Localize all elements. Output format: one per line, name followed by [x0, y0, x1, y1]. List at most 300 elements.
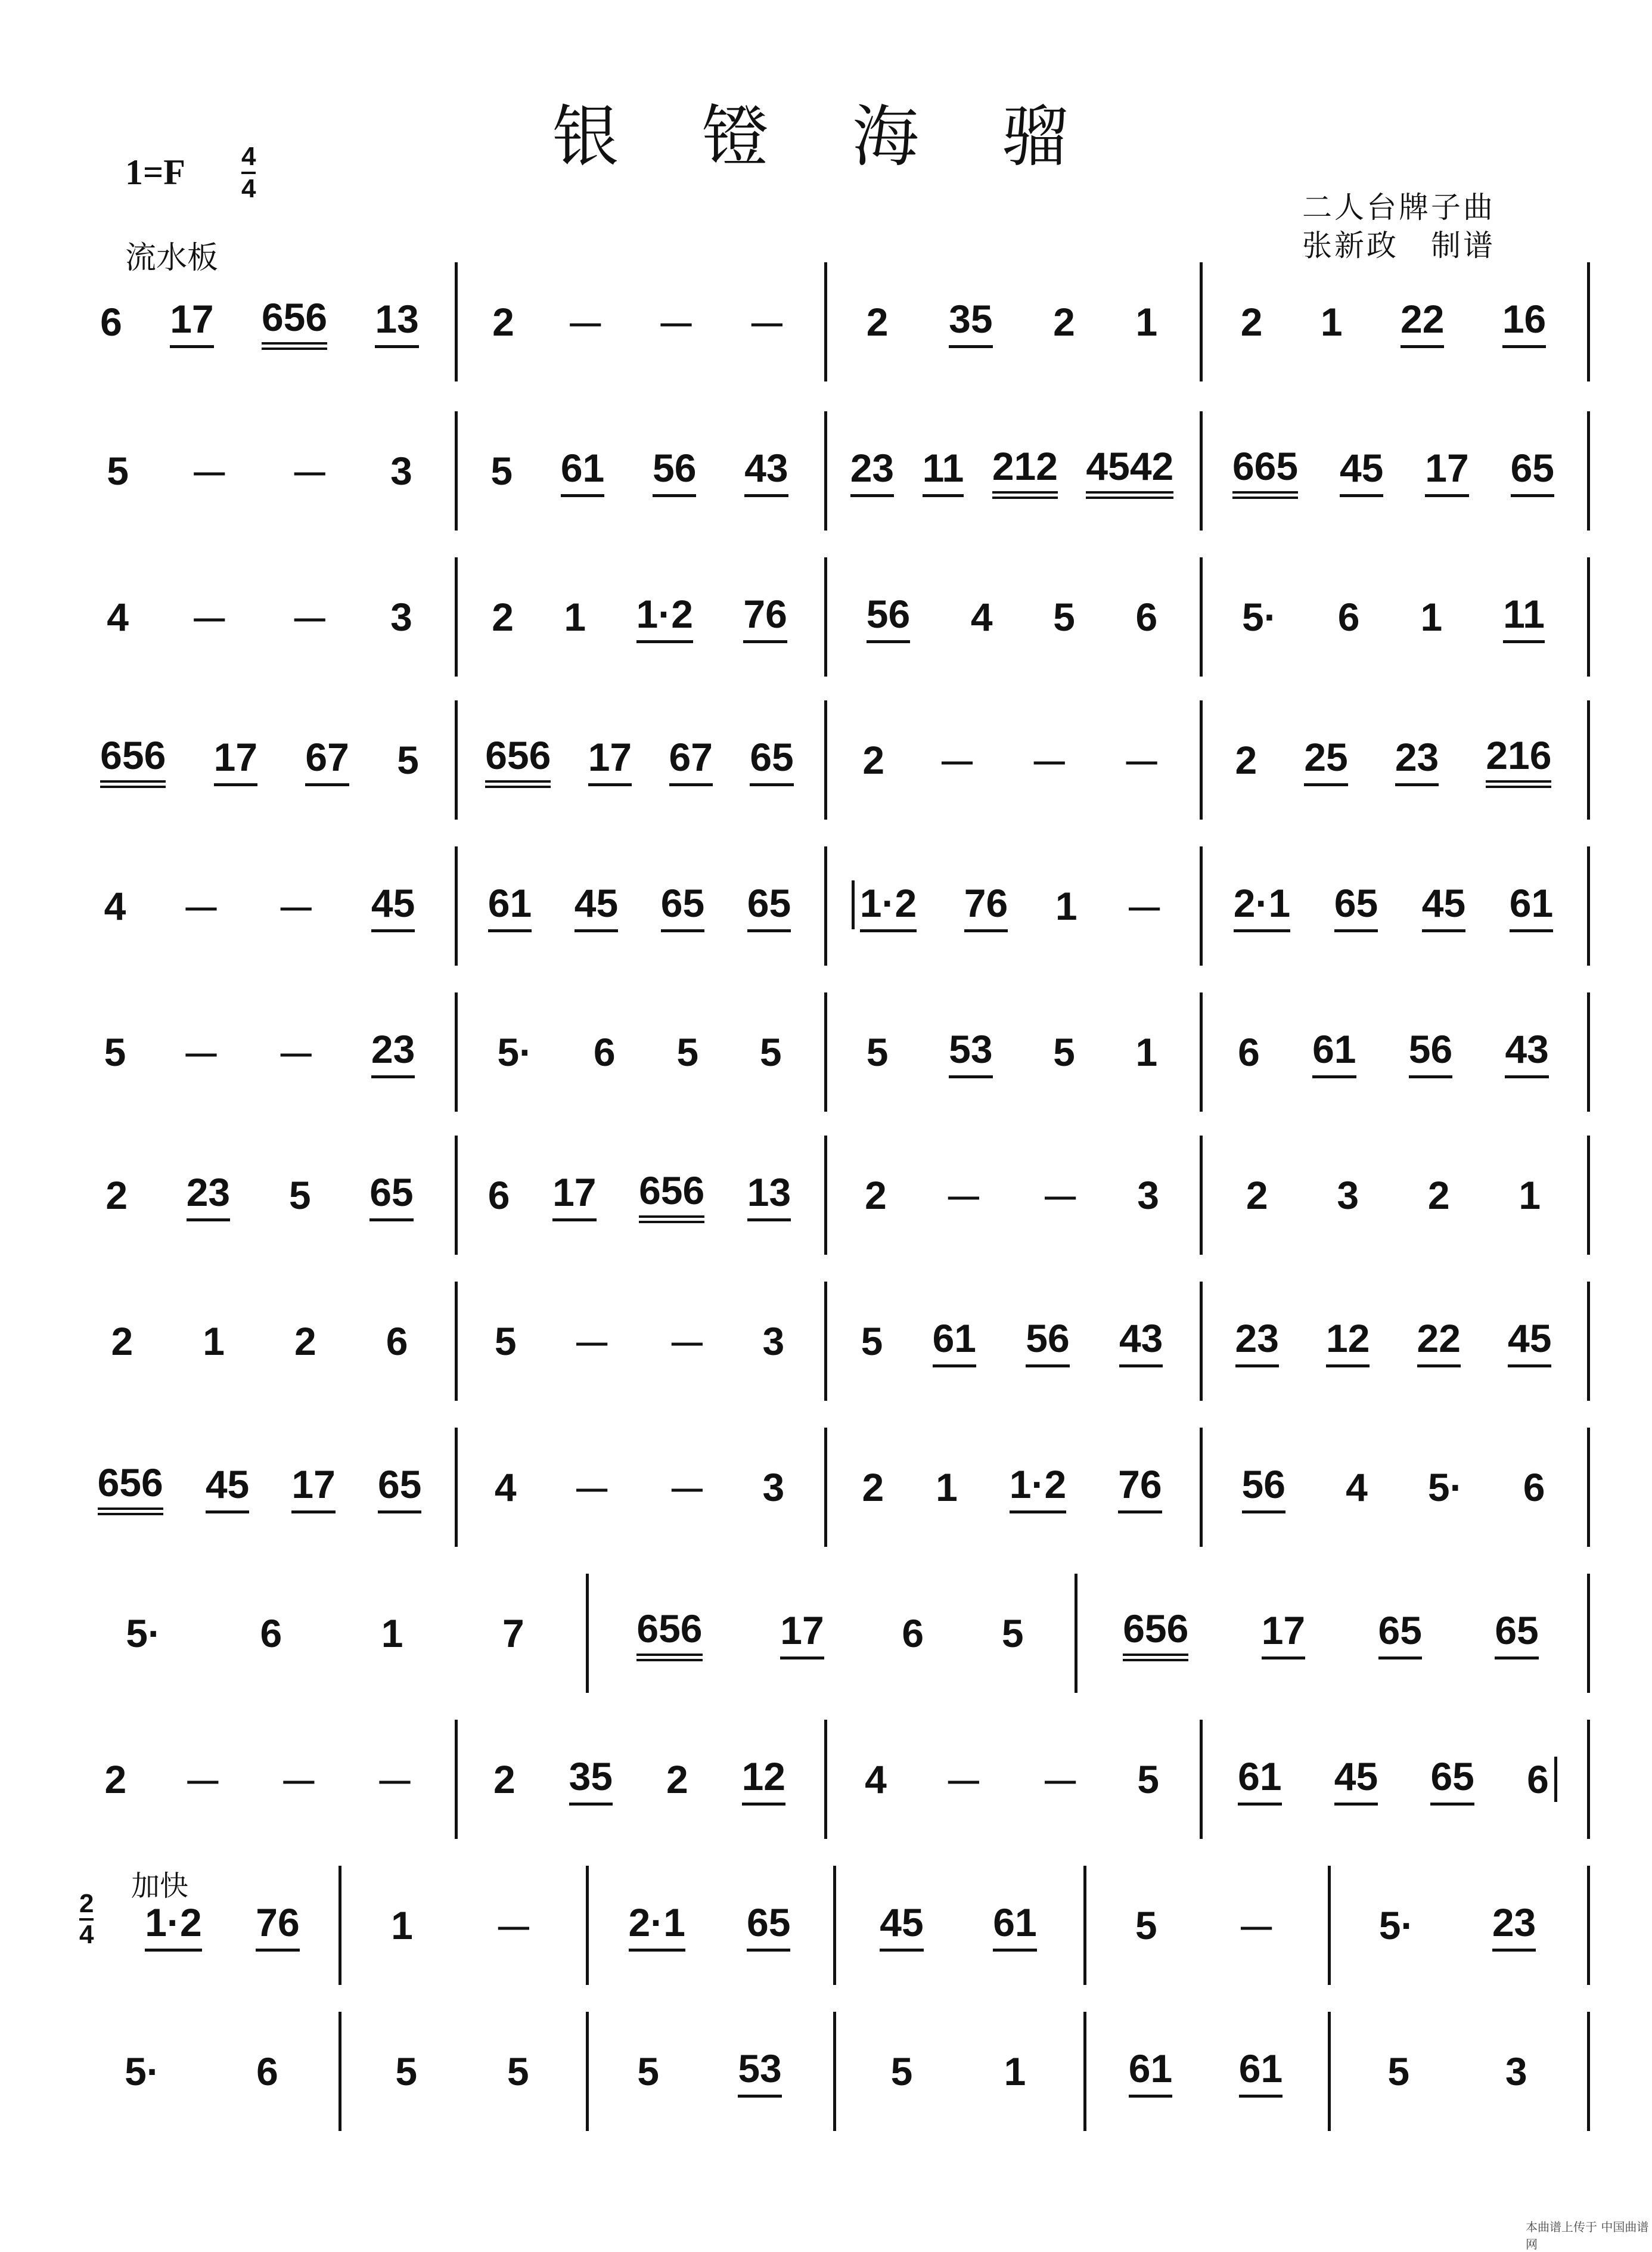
bar-line: [1587, 1720, 1590, 1839]
note: 17: [214, 734, 257, 786]
score-line: [76, 1136, 1587, 1255]
note: －: [572, 1322, 612, 1367]
note: 65: [661, 880, 704, 932]
bar-line: [1200, 411, 1203, 531]
note: 4: [494, 1465, 517, 1509]
bar-line: [1587, 1282, 1590, 1401]
bar-line: [1587, 846, 1590, 966]
note: 35: [949, 296, 992, 348]
note: 65: [1511, 445, 1554, 497]
note: 5: [676, 1030, 699, 1074]
note: －: [375, 1760, 415, 1805]
bar-line: [1200, 1720, 1203, 1839]
note: 65: [1334, 880, 1378, 932]
note: 5·: [125, 2049, 160, 2093]
note: 6: [593, 1030, 616, 1074]
note: 5: [490, 449, 513, 493]
note: 45: [575, 880, 618, 932]
measure: [836, 1428, 1188, 1547]
note: 35: [569, 1754, 613, 1806]
note: 4: [865, 1757, 887, 1801]
note: 6: [1527, 1757, 1549, 1801]
note: 56: [1242, 1462, 1285, 1513]
note: 17: [1425, 445, 1468, 497]
note: 23: [1235, 1316, 1279, 1367]
bar-line: [1200, 262, 1203, 381]
note: 1: [1420, 595, 1443, 639]
measure: [1095, 2012, 1316, 2131]
bar-line: [455, 1136, 458, 1255]
note: 2: [104, 1757, 127, 1801]
note: －: [1122, 741, 1162, 786]
note: 45: [206, 1462, 249, 1513]
note: 6: [1135, 595, 1158, 639]
bar-line: [455, 1282, 458, 1401]
measure: [1212, 557, 1575, 677]
measure: [467, 262, 812, 381]
note: 6: [902, 1611, 924, 1655]
note: －: [181, 887, 221, 932]
note: 2: [492, 595, 514, 639]
note: 22: [1401, 296, 1444, 348]
note: 2: [1427, 1173, 1450, 1217]
note: 65: [750, 734, 793, 786]
bar-line: [1200, 557, 1203, 677]
score-line: [76, 1282, 1587, 1401]
note: －: [566, 303, 605, 348]
measure: [467, 1136, 812, 1255]
note: 13: [747, 1170, 791, 1221]
note: 61: [1239, 2046, 1283, 2098]
note: 2: [865, 1173, 887, 1217]
note: 76: [256, 1900, 299, 1952]
measure: [1212, 262, 1575, 381]
bar-line: [824, 846, 827, 966]
note: 65: [1495, 1608, 1538, 1659]
measure: [1212, 700, 1575, 820]
measure: [1086, 1574, 1575, 1693]
note: 1: [1135, 300, 1158, 344]
note: 61: [933, 1316, 976, 1367]
measure: [1212, 992, 1575, 1112]
bar-line: [833, 1866, 836, 1985]
note: 11: [1503, 591, 1545, 643]
score-line: [76, 992, 1587, 1112]
note: －: [276, 1033, 316, 1078]
note: 3: [762, 1465, 785, 1509]
arranger-credit: 张新政 制谱: [1302, 228, 1495, 263]
bar-line: [1200, 1136, 1203, 1255]
bar-line: [824, 411, 827, 531]
measure: [76, 411, 443, 531]
note: 76: [1118, 1462, 1162, 1513]
note: 25: [1304, 734, 1347, 786]
measure: [845, 2012, 1072, 2131]
note: 45: [1340, 445, 1383, 497]
measure: [836, 846, 1188, 966]
note: 2: [862, 1465, 884, 1509]
note: 56: [653, 445, 696, 497]
note: 6: [386, 1319, 408, 1363]
note: 1: [381, 1611, 403, 1655]
score-line: [76, 557, 1587, 677]
measure: [1212, 1282, 1575, 1401]
measure: [1340, 2012, 1575, 2131]
note: －: [572, 1468, 612, 1513]
note: －: [190, 452, 229, 497]
note: 1·2: [145, 1900, 201, 1952]
note: 7: [502, 1611, 524, 1655]
note: 23: [1492, 1900, 1536, 1952]
score-line: [76, 1866, 1587, 1985]
note: 2: [493, 1757, 516, 1801]
note: 2: [492, 300, 514, 344]
bar-line: [1587, 1136, 1590, 1255]
note: 12: [1326, 1316, 1370, 1367]
score-line: [76, 411, 1587, 531]
note: 56: [1026, 1316, 1069, 1367]
note: 2: [111, 1319, 133, 1363]
note: 3: [390, 595, 412, 639]
note: 17: [291, 1462, 335, 1513]
bar-line: [1083, 2012, 1086, 2131]
bar-line: [586, 1574, 589, 1693]
note: 45: [1422, 880, 1465, 932]
bar-line: [824, 700, 827, 820]
note: 65: [747, 880, 791, 932]
note: 5: [507, 2049, 529, 2093]
note: 5: [1137, 1757, 1159, 1801]
bar-line: [1587, 262, 1590, 381]
note: －: [1029, 741, 1069, 786]
bar-line: [339, 2012, 341, 2131]
key-signature: 1=F: [125, 153, 185, 192]
note: 3: [390, 449, 412, 493]
note: 6: [487, 1173, 510, 1217]
note: 4: [970, 595, 993, 639]
bar-line: [1083, 1866, 1086, 1985]
note: 1·2: [1010, 1462, 1066, 1513]
note: 2·1: [629, 1900, 685, 1952]
note: 67: [305, 734, 349, 786]
measure: [1095, 1866, 1316, 1985]
note: －: [943, 1176, 983, 1221]
note: 17: [780, 1608, 824, 1659]
measure: [836, 557, 1188, 677]
note: 5: [1135, 1903, 1157, 1947]
note: 656: [639, 1168, 704, 1223]
note: 23: [850, 445, 894, 497]
note: 1: [391, 1903, 413, 1947]
note: 2: [866, 300, 889, 344]
note: 61: [1129, 2046, 1172, 2098]
watermark: 本曲谱上传于 中国曲谱网: [1526, 2220, 1649, 2251]
note: 3: [762, 1319, 785, 1363]
measure: [118, 1866, 327, 1985]
bar-line: [1587, 992, 1590, 1112]
tempo-marking: 流水板: [125, 240, 219, 276]
bar-line: [833, 2012, 836, 2131]
measure: [76, 1428, 443, 1547]
note: －: [276, 887, 316, 932]
measure: [467, 1720, 812, 1839]
measure: [76, 1720, 443, 1839]
note: 61: [1312, 1026, 1356, 1078]
note: 67: [669, 734, 713, 786]
measure: [1212, 1136, 1575, 1255]
note: 76: [743, 591, 787, 643]
note: 4: [104, 884, 126, 928]
note: 5: [395, 2049, 418, 2093]
note: 4: [1346, 1465, 1368, 1509]
note: 65: [747, 1900, 790, 1952]
note: 5·: [1378, 1903, 1414, 1947]
bar-line: [1200, 1428, 1203, 1547]
measure: [845, 1866, 1072, 1985]
time-signature-change-bottom: 4: [79, 1918, 94, 1949]
measure: [76, 262, 443, 381]
note: 45: [1334, 1754, 1378, 1806]
time-signature-change-top: 2: [79, 1889, 94, 1918]
measure: [598, 1574, 1063, 1693]
note: 6: [260, 1611, 282, 1655]
measure: [1212, 1428, 1575, 1547]
bar-line: [455, 411, 458, 531]
note: 2: [1235, 738, 1257, 782]
note: 65: [1378, 1608, 1422, 1659]
note: 53: [949, 1026, 992, 1078]
note: －: [279, 1760, 319, 1805]
note: 6: [256, 2049, 278, 2093]
note: 5: [288, 1173, 311, 1217]
note: 6: [1238, 1030, 1260, 1074]
measure: [598, 2012, 821, 2131]
note: 5: [494, 1319, 517, 1363]
bar-line: [1587, 411, 1590, 531]
bar-line: [455, 992, 458, 1112]
measure: [836, 411, 1188, 531]
note: 61: [561, 445, 604, 497]
note: 43: [744, 445, 788, 497]
measure: [1340, 1866, 1575, 1985]
note: 43: [1505, 1026, 1548, 1078]
score-line: [76, 1574, 1587, 1693]
note: 12: [742, 1754, 785, 1806]
score-line: [76, 1720, 1587, 1839]
bar-line: [339, 1866, 341, 1985]
measure: [76, 557, 443, 677]
note: 216: [1486, 733, 1551, 788]
measure: [1212, 411, 1575, 531]
note: 23: [1395, 734, 1439, 786]
note: 5: [1053, 595, 1075, 639]
note: 56: [1409, 1026, 1452, 1078]
note: －: [190, 598, 229, 643]
bar-line: [824, 1282, 827, 1401]
note: 6: [100, 300, 122, 344]
bar-line: [824, 1720, 827, 1839]
bar-line: [455, 557, 458, 677]
bar-line: [1328, 1866, 1331, 1985]
note: －: [493, 1906, 533, 1951]
note: 43: [1119, 1316, 1163, 1367]
note: 5: [861, 1319, 883, 1363]
note: 656: [98, 1460, 163, 1515]
time-signature-change: [79, 1890, 94, 1949]
note: 17: [588, 734, 632, 786]
note: 1: [1320, 300, 1343, 344]
note: 5: [890, 2049, 913, 2093]
bar-line: [455, 700, 458, 820]
measure: [598, 1866, 821, 1985]
measure: [467, 411, 812, 531]
note: 1: [1004, 2049, 1026, 2093]
measure: [76, 846, 443, 966]
measure: [467, 557, 812, 677]
note: 4542: [1086, 443, 1173, 499]
time-signature-bottom: 4: [241, 172, 256, 204]
measure: [467, 1428, 812, 1547]
note: 6: [1523, 1465, 1545, 1509]
measure: [836, 700, 1188, 820]
measure: [467, 992, 812, 1112]
note: 17: [552, 1170, 596, 1221]
note: 3: [1337, 1173, 1359, 1217]
note: 5: [397, 738, 419, 782]
note: 1: [564, 595, 586, 639]
note: －: [937, 741, 977, 786]
bar-line: [1587, 557, 1590, 677]
measure: [76, 992, 443, 1112]
note: 1·2: [636, 591, 693, 643]
bar-line: [586, 2012, 589, 2131]
note: 5·: [1242, 595, 1277, 639]
note: 656: [485, 733, 551, 788]
bar-line: [824, 1428, 827, 1547]
measure: [76, 700, 443, 820]
note: 1: [203, 1319, 225, 1363]
note: －: [656, 303, 696, 348]
note: 61: [1238, 1754, 1281, 1806]
note: －: [667, 1468, 707, 1513]
note: 1: [936, 1465, 958, 1509]
time-signature: [241, 142, 256, 204]
note: 45: [1508, 1316, 1551, 1367]
measure: [467, 1282, 812, 1401]
note: 2·1: [1234, 880, 1290, 932]
note: 5: [866, 1030, 889, 1074]
accelerando-marking: 加快: [131, 1869, 189, 1903]
note: －: [943, 1760, 983, 1805]
note: －: [1125, 887, 1165, 932]
measure: [350, 1866, 574, 1985]
note: 656: [636, 1606, 702, 1661]
note: 23: [371, 1026, 415, 1078]
note: 13: [375, 296, 418, 348]
measure: [836, 1282, 1188, 1401]
time-signature-top: 4: [241, 142, 256, 171]
note: 656: [1123, 1606, 1188, 1661]
bar-line: [586, 1866, 589, 1985]
bar-line: [1587, 1428, 1590, 1547]
note: 5: [104, 1030, 126, 1074]
measure: [76, 1136, 443, 1255]
bar-line: [824, 1136, 827, 1255]
note: 5: [759, 1030, 782, 1074]
note: －: [183, 1760, 223, 1805]
note: 4: [107, 595, 129, 639]
note: 2: [862, 738, 885, 782]
note: 65: [378, 1462, 421, 1513]
bar-line: [455, 846, 458, 966]
note: 1: [1135, 1030, 1158, 1074]
note: －: [1237, 1906, 1277, 1951]
note: －: [667, 1322, 707, 1367]
note: －: [290, 598, 330, 643]
note: －: [747, 303, 787, 348]
note: 6: [1337, 595, 1360, 639]
bar-line: [1200, 992, 1203, 1112]
note: 2: [1246, 1173, 1268, 1217]
bar-line: [1587, 1866, 1590, 1985]
score-line: [76, 846, 1587, 966]
note: 665: [1232, 443, 1298, 499]
bar-line: [824, 262, 827, 381]
note: 5·: [1427, 1465, 1463, 1509]
measure: [467, 846, 812, 966]
score-line: [76, 262, 1587, 381]
note: 5: [107, 449, 129, 493]
note: 1: [1519, 1173, 1541, 1217]
note: 76: [964, 880, 1008, 932]
measure: [836, 992, 1188, 1112]
note: 65: [369, 1170, 413, 1221]
measure: [1212, 1720, 1575, 1839]
note: 5·: [497, 1030, 533, 1074]
note: 53: [738, 2046, 781, 2098]
measure: [76, 2012, 327, 2131]
note: 212: [992, 443, 1058, 499]
note: 2: [1053, 300, 1075, 344]
note: 2: [666, 1757, 688, 1801]
note: 2: [294, 1319, 316, 1363]
measure: [350, 2012, 574, 2131]
note: 3: [1505, 2049, 1527, 2093]
note: 11: [923, 445, 964, 497]
note: 45: [371, 880, 415, 932]
note: 656: [100, 733, 166, 788]
measure: [76, 1282, 443, 1401]
note: 61: [1510, 880, 1553, 932]
bar-line: [824, 557, 827, 677]
bar-line: [455, 1720, 458, 1839]
note: 65: [1430, 1754, 1474, 1806]
score-title: 银 镫 海 骝: [552, 98, 1100, 176]
note: 61: [993, 1900, 1036, 1952]
measure: [836, 262, 1188, 381]
note: 3: [1137, 1173, 1159, 1217]
score-line: [76, 1428, 1587, 1547]
note: 61: [488, 880, 532, 932]
note: 5: [1387, 2049, 1410, 2093]
note: 5: [637, 2049, 659, 2093]
note: －: [181, 1033, 221, 1078]
score-line: [76, 2012, 1587, 2131]
note: －: [1041, 1176, 1080, 1221]
note: 23: [187, 1170, 230, 1221]
measure: [836, 1136, 1188, 1255]
composer-credit: 二人台牌子曲: [1302, 190, 1495, 225]
